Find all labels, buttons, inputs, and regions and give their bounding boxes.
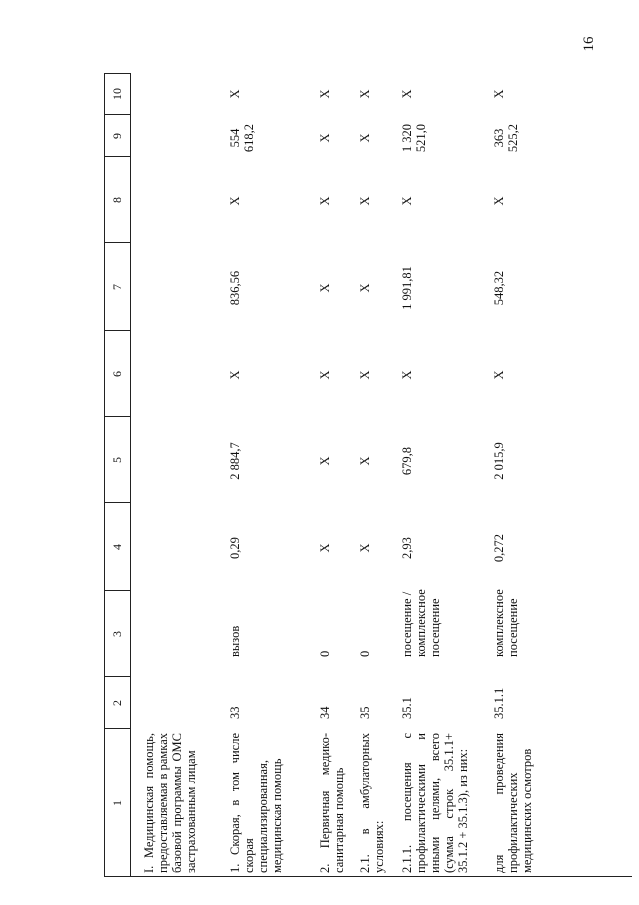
row-col-10: X [228,89,242,99]
column-header-2: 2 [110,700,124,706]
row-col-4: X [358,543,372,553]
row-col-6: X [492,370,506,380]
row-name: 2.1.1. посещения с профилактическими и иными целями, всего (сумма строк 35.1.1+ 35.1.2 + 35.1.3), из них: [400,733,470,873]
row-col-8: X [400,196,414,206]
row-line-number: 35.1 [400,697,414,719]
rotated-table [104,55,632,895]
row-unit: 0 [318,650,332,657]
row-col-8: X [358,196,372,206]
row-col-6: X [318,370,332,380]
row-col-7: 548,32 [492,270,506,306]
row-unit: вызов [228,625,242,657]
row-col-6: X [400,370,414,380]
row-unit: комплексное посещение [492,589,520,657]
header-column-divider [104,156,130,157]
row-unit: посещение / комплексное посещение [400,589,442,657]
row-unit: 0 [358,650,372,657]
row-col-9: X [358,133,372,143]
row-col-9: X [318,133,332,143]
row-name: 2. Первичная медико-санитарная помощь [318,733,346,873]
row-col-7: X [318,283,332,293]
row-col-4: 2,93 [400,537,414,559]
row-col-9: 554 618,2 [228,123,256,153]
row-col-7: 1 991,81 [400,266,414,310]
column-header-4: 4 [110,544,124,550]
row-col-5: 2 015,9 [492,442,506,480]
row-col-9: 1 320 521,0 [400,123,428,153]
header-bottom-border [130,73,131,877]
header-column-divider [104,242,130,243]
row-col-4: 0,272 [492,533,506,563]
row-line-number: 34 [318,706,332,719]
table-left-border [104,876,632,877]
row-col-7: X [358,283,372,293]
header-column-divider [104,676,130,677]
column-header-6: 6 [110,371,124,377]
column-header-1: 1 [110,800,124,806]
row-col-5: X [358,456,372,466]
column-header-8: 8 [110,197,124,203]
header-column-divider [104,416,130,417]
header-column-divider [104,728,130,729]
row-col-10: X [492,89,506,99]
row-col-4: 0,29 [228,537,242,559]
column-header-10: 10 [110,88,124,100]
data-table [104,73,632,895]
row-name: 2.1. в амбулаторных условиях: [358,733,386,873]
row-col-8: X [318,196,332,206]
row-col-4: X [318,543,332,553]
row-col-7: 836,56 [228,270,242,306]
row-col-9: 363 525,2 [492,123,520,153]
header-column-divider [104,502,130,503]
column-header-3: 3 [110,631,124,637]
row-name: 1. Скорая, в том числе скорая специализированная, медицинская помощь [228,733,284,873]
header-column-divider [104,330,130,331]
column-header-7: 7 [110,284,124,290]
row-col-5: X [318,456,332,466]
row-col-8: X [492,196,506,206]
row-col-10: X [318,89,332,99]
row-col-6: X [228,370,242,380]
header-column-divider [104,590,130,591]
row-col-5: 2 884,7 [228,442,242,480]
row-line-number: 35.1.1 [492,687,506,719]
column-header-5: 5 [110,457,124,463]
page-number: 16 [581,36,597,52]
header-column-divider [104,114,130,115]
row-col-8: X [228,196,242,206]
row-col-10: X [358,89,372,99]
row-line-number: 35 [358,706,372,719]
row-col-6: X [358,370,372,380]
table-container [104,55,632,895]
row-col-10: X [400,89,414,99]
row-line-number: 33 [228,706,242,719]
row-name: I. Медицинская помощь, предоставляемая в рамках базовой программы ОМС застрахованным лицам [142,733,198,873]
row-col-5: 679,8 [400,446,414,476]
row-name: для проведения профилактических медицинских осмотров [492,733,534,873]
column-header-9: 9 [110,133,124,139]
